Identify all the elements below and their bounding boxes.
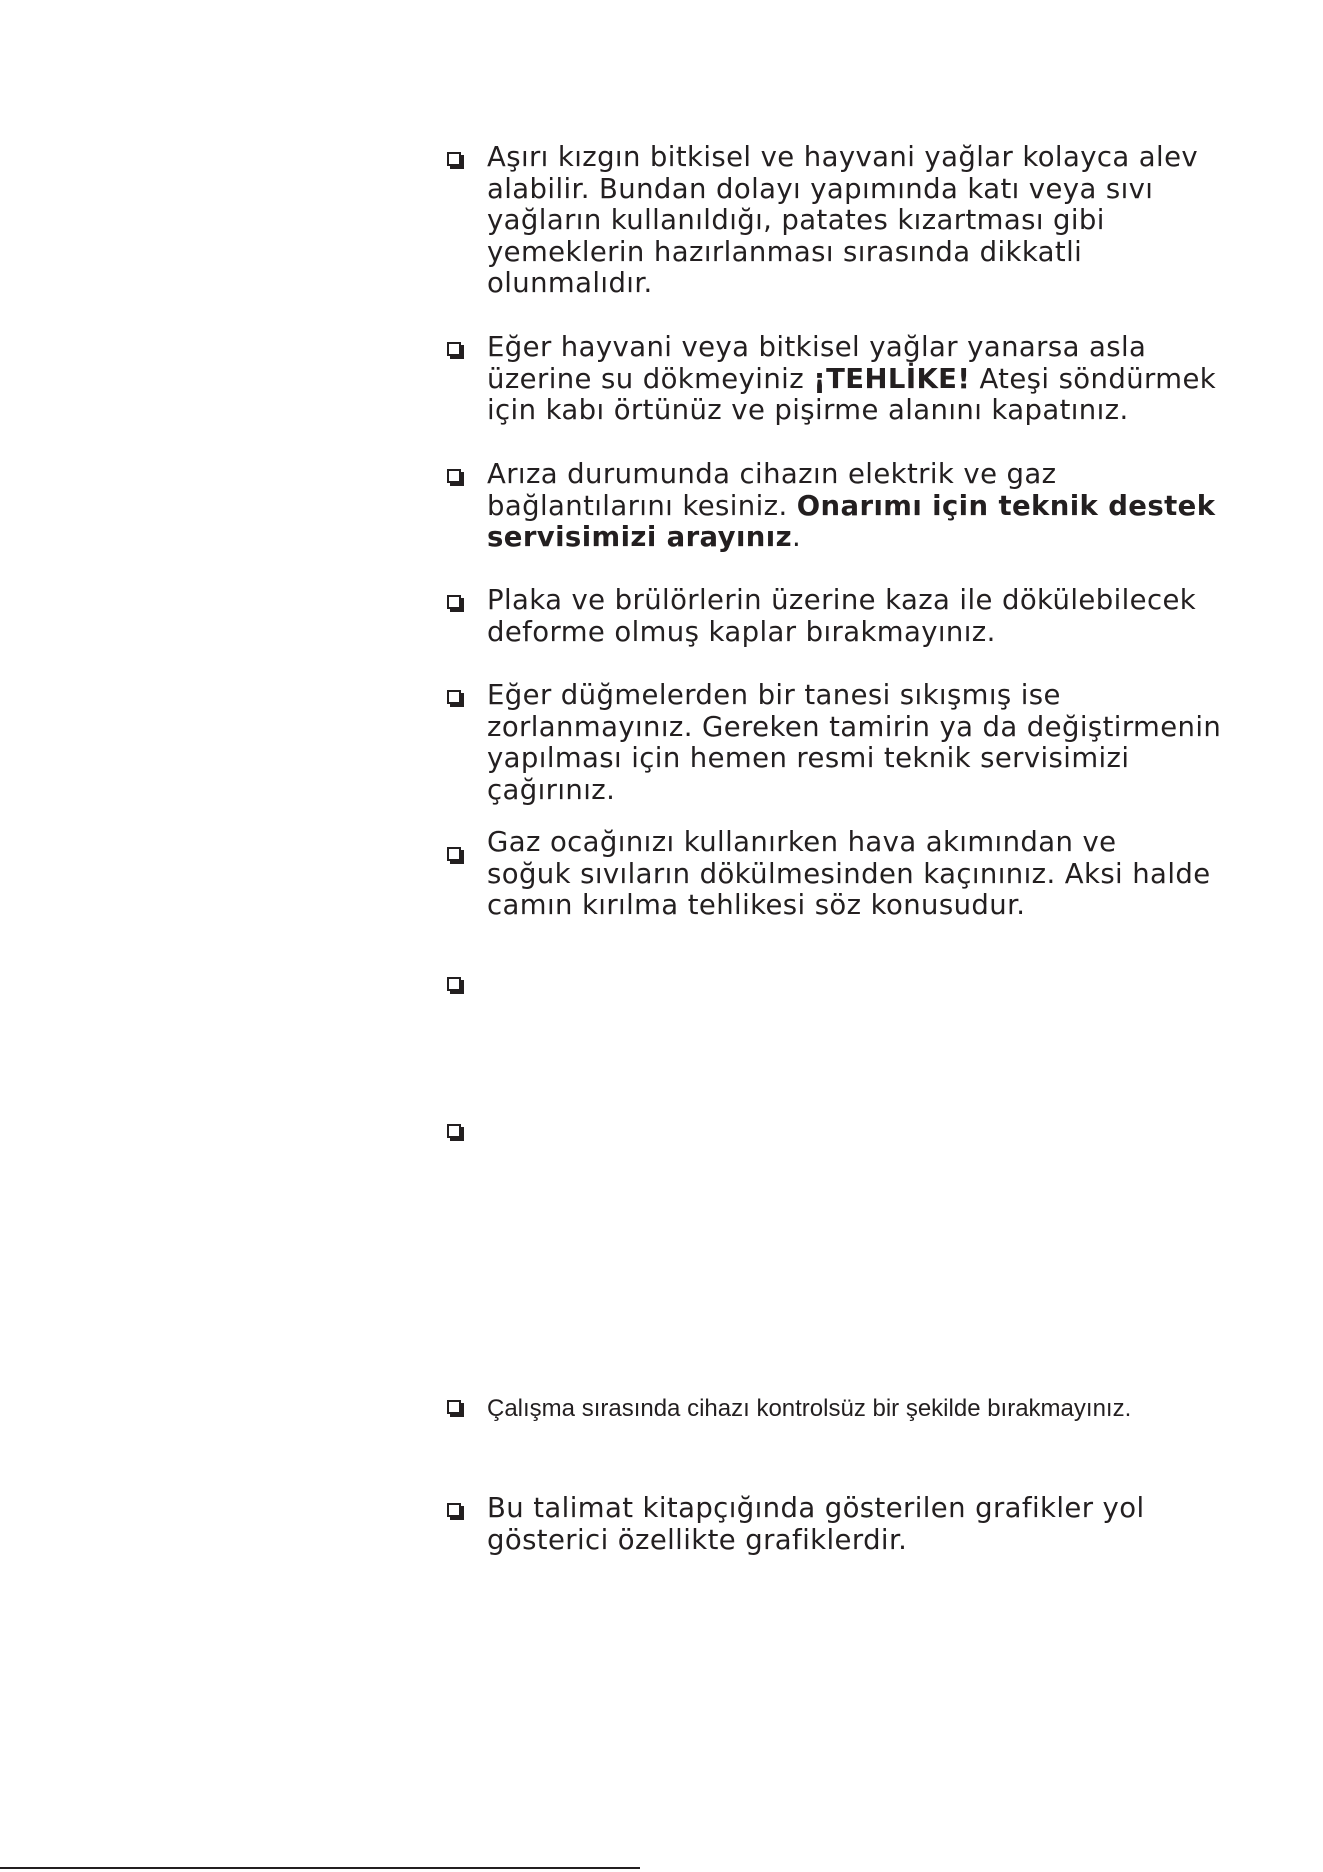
item-line: zorlanmayınız. Gereken tamirin ya da değiştirmenin: [487, 710, 1222, 743]
item-text: [487, 827, 1293, 922]
item-text: [487, 1393, 1293, 1425]
item-line: yapılması için hemen resmi teknik servisimizi: [487, 742, 1130, 774]
item-line: Bu talimat kitapçığında gösterilen grafikler yol: [487, 1492, 1145, 1524]
text-span: bağlantılarını kesiniz.: [487, 489, 797, 522]
item-line: [487, 522, 1293, 554]
item-text: [487, 332, 1293, 427]
item-line: Gaz ocağınızı kullanırken hava akımından ve: [487, 826, 1117, 858]
item-line: alabilir. Bundan dolayı yapımında katı veya sıvı: [487, 172, 1154, 205]
item-line: Çalışma sırasında cihazı kontrolsüz bir şekilde bırakmayınız.: [487, 1395, 1132, 1422]
checkbox-bullet-icon: [447, 1124, 461, 1138]
item-line: gösterici özellikte grafiklerdir.: [487, 1523, 908, 1556]
item-line: Eğer düğmelerden bir tanesi sıkışmış ise: [487, 679, 1061, 711]
item-text: [487, 585, 1293, 648]
item-line: Arıza durumunda cihazın elektrik ve gaz: [487, 458, 1057, 490]
item-text: [487, 1493, 1293, 1556]
checkbox-bullet-icon: [447, 690, 461, 704]
item-line: [487, 491, 1293, 523]
item-line: soğuk sıvıların dökülmesinden kaçınınız. Aksi halde: [487, 857, 1211, 890]
item-text: [487, 459, 1293, 554]
checkbox-bullet-icon: [447, 1503, 461, 1517]
bottom-rule: [0, 1867, 640, 1869]
checkbox-bullet-icon: [447, 469, 461, 483]
checkbox-bullet-icon: [447, 342, 461, 356]
danger-text: ¡TEHLİKE!: [813, 362, 971, 395]
text-span: Ateşi söndürmek: [970, 362, 1217, 395]
item-line: Plaka ve brülörlerin üzerine kaza ile dökülebilecek: [487, 584, 1197, 616]
item-line: camın kırılma tehlikesi söz konusudur.: [487, 889, 1026, 921]
item-text: [487, 680, 1293, 806]
item-line: olunmalıdır.: [487, 267, 653, 299]
checkbox-bullet-icon: [447, 152, 461, 166]
item-line: için kabı örtünüz ve pişirme alanını kapatınız.: [487, 394, 1129, 426]
checkbox-bullet-icon: [447, 847, 461, 861]
item-line: yemeklerin hazırlanması sırasında dikkatli: [487, 235, 1083, 268]
text-span: üzerine su dökmeyiniz: [487, 362, 814, 395]
item-line: Eğer hayvani veya bitkisel yağlar yanarsa asla: [487, 331, 1147, 363]
item-line: deforme olmuş kaplar bırakmayınız.: [487, 615, 996, 648]
bold-text: servisimizi arayınız: [487, 521, 793, 553]
bold-text: Onarımı için teknik destek: [796, 489, 1216, 522]
text-span: .: [792, 521, 802, 553]
item-text: [487, 142, 1293, 300]
checkbox-bullet-icon: [447, 977, 461, 991]
checkbox-bullet-icon: [447, 1400, 461, 1414]
checkbox-bullet-icon: [447, 595, 461, 609]
item-line: [487, 364, 1293, 396]
item-line: çağırınız.: [487, 773, 616, 806]
item-line: yağların kullanıldığı, patates kızartması gibi: [487, 204, 1105, 236]
item-line: Aşırı kızgın bitkisel ve hayvani yağlar kolayca alev: [487, 141, 1199, 173]
